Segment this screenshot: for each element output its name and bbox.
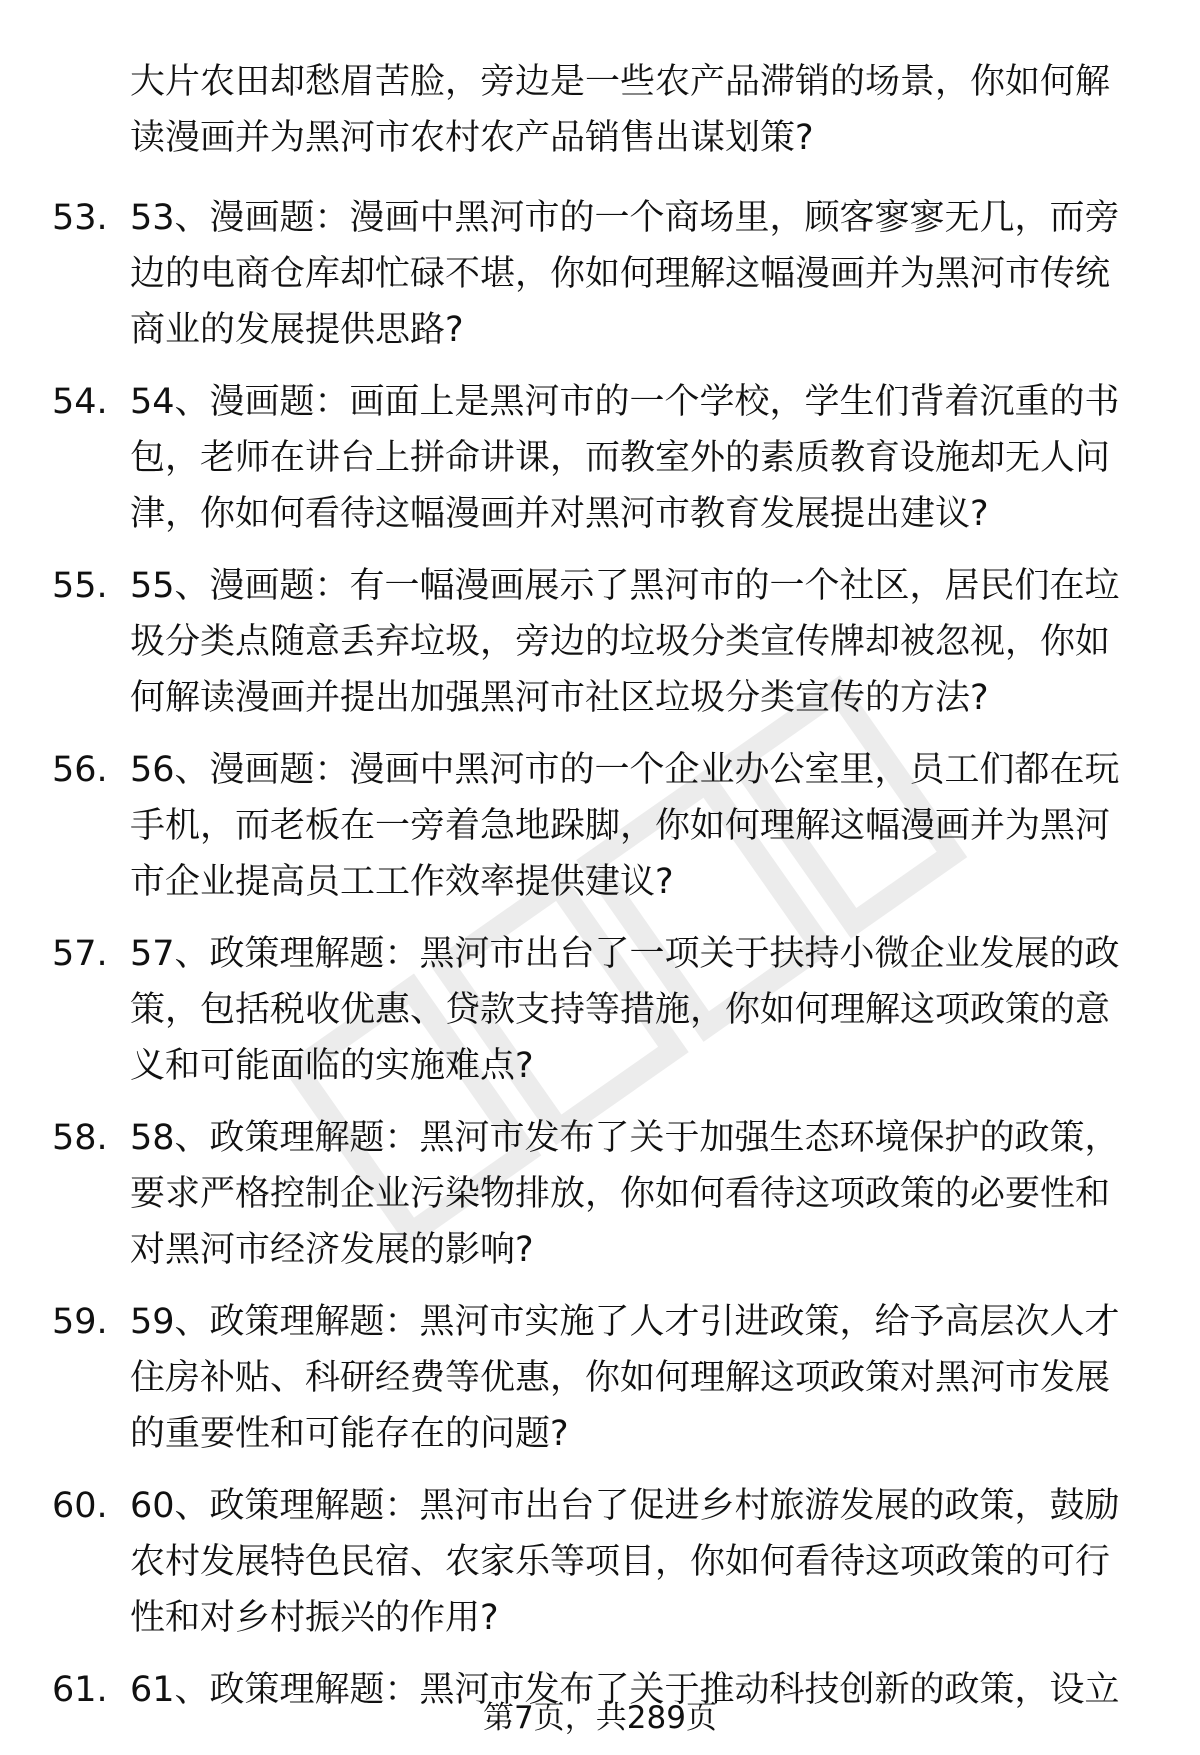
question-number: 55. [52, 566, 108, 606]
question-number: 60. [52, 1486, 108, 1526]
question-item [0, 1110, 1200, 1294]
question-text: 61、政策理解题：黑河市发布了关于推动科技创新的政策，设立 [130, 1670, 1120, 1710]
page-footer: 第7页，共289页 [483, 1700, 717, 1736]
question-number: 54. [52, 382, 108, 422]
question-text: 57、政策理解题：黑河市出台了一项关于扶持小微企业发展的政策，包括税收优惠、贷款支持等措施，你如何理解这项政策的意义和可能面临的实施难点? [130, 934, 1120, 1086]
question-number: 58. [52, 1118, 108, 1158]
question-text: 56、漫画题：漫画中黑河市的一个企业办公室里，员工们都在玩手机，而老板在一旁着急地跺脚，你如何理解这幅漫画并为黑河市企业提高员工工作效率提供建议? [130, 750, 1120, 902]
question-number: 59. [52, 1302, 108, 1342]
question-text: 58、政策理解题：黑河市发布了关于加强生态环境保护的政策，要求严格控制企业污染物排放，你如何看待这项政策的必要性和对黑河市经济发展的影响? [130, 1118, 1120, 1270]
question-text: 54、漫画题：画面上是黑河市的一个学校，学生们背着沉重的书包，老师在讲台上拼命讲课，而教室外的素质教育设施却无人问津，你如何看待这幅漫画并对黑河市教育发展提出建议? [130, 382, 1120, 534]
question-number: 56. [52, 750, 108, 790]
previous-question-continuation: 大片农田却愁眉苦脸，旁边是一些农产品滞销的场景，你如何解读漫画并为黑河市农村农产品销售出谋划策? [130, 62, 1111, 158]
question-text: 59、政策理解题：黑河市实施了人才引进政策，给予高层次人才住房补贴、科研经费等优惠，你如何理解这项政策对黑河市发展的重要性和可能存在的问题? [130, 1302, 1120, 1454]
question-item [0, 1478, 1200, 1662]
question-item [0, 558, 1200, 742]
question-text: 53、漫画题：漫画中黑河市的一个商场里，顾客寥寥无几，而旁边的电商仓库却忙碌不堪，你如何理解这幅漫画并为黑河市传统商业的发展提供思路? [130, 198, 1120, 350]
question-item [0, 374, 1200, 558]
question-item [0, 742, 1200, 926]
question-item [0, 926, 1200, 1110]
question-number: 53. [52, 198, 108, 238]
question-number: 57. [52, 934, 108, 974]
question-text: 55、漫画题：有一幅漫画展示了黑河市的一个社区，居民们在垃圾分类点随意丢弃垃圾，旁边的垃圾分类宣传牌却被忽视，你如何解读漫画并提出加强黑河市社区垃圾分类宣传的方法? [130, 566, 1120, 718]
question-number: 61. [52, 1670, 108, 1710]
question-list [0, 190, 1200, 1738]
question-item [0, 1294, 1200, 1478]
question-text: 60、政策理解题：黑河市出台了促进乡村旅游发展的政策，鼓励农村发展特色民宿、农家乐等项目，你如何看待这项政策的可行性和对乡村振兴的作用? [130, 1486, 1120, 1638]
question-item [0, 190, 1200, 374]
